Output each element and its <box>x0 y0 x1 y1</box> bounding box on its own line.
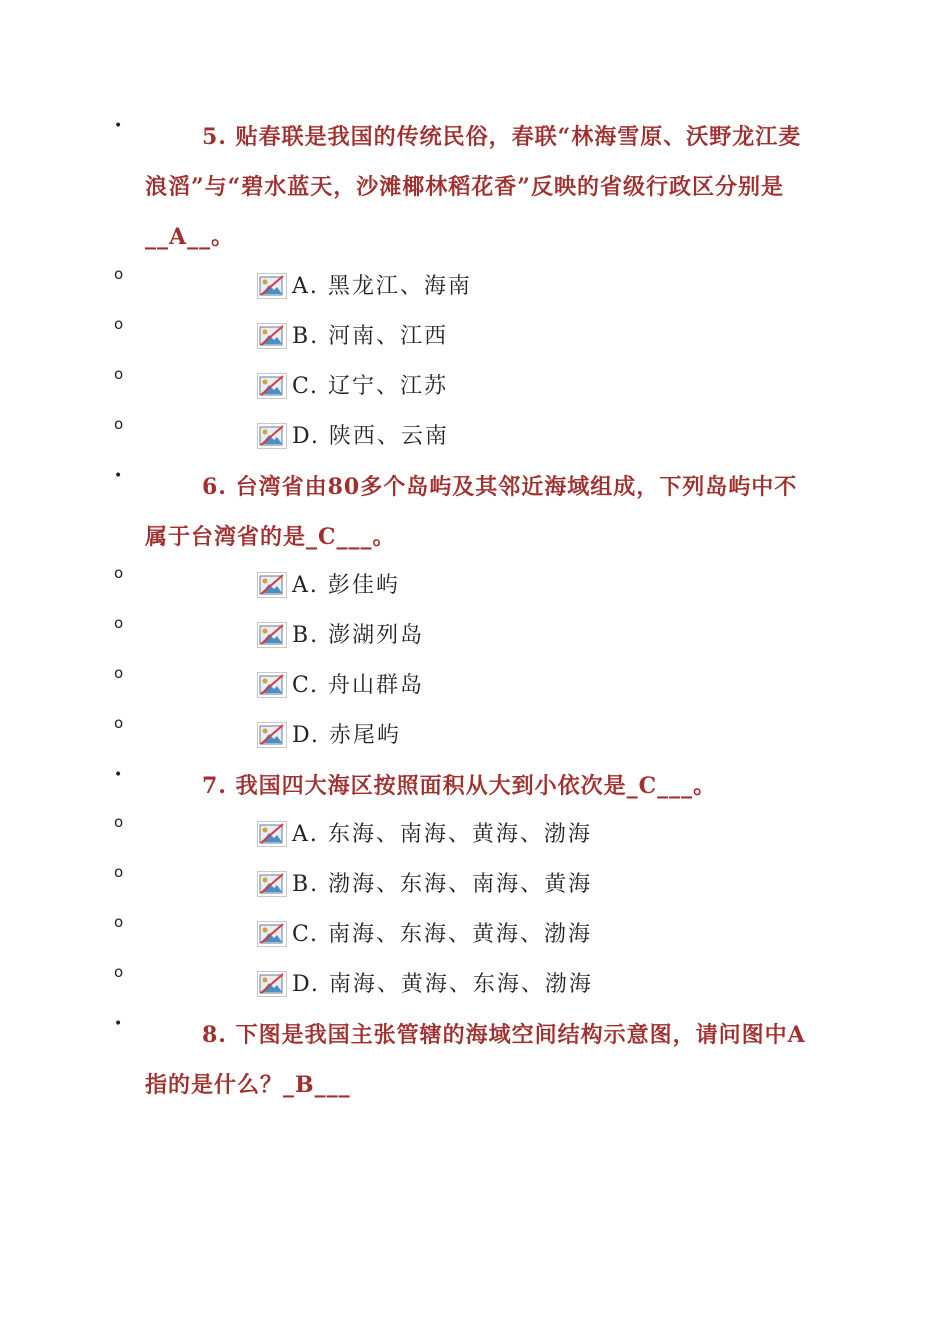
question-7 <box>145 761 810 811</box>
option-row[interactable] <box>0 860 950 910</box>
option-label: D. 南海、黄海、东海、渤海 <box>292 972 593 997</box>
sub-bullet: o <box>114 813 126 831</box>
option-label: A. 东海、南海、黄海、渤海 <box>292 822 592 847</box>
sub-bullet: o <box>114 365 126 383</box>
question-5 <box>145 112 810 262</box>
broken-image-icon[interactable] <box>257 971 287 997</box>
option-label: C. 辽宁、江苏 <box>292 374 449 399</box>
sub-bullet: o <box>114 614 126 632</box>
option-label: D. 陕西、云南 <box>292 424 449 449</box>
broken-image-icon[interactable] <box>257 373 287 399</box>
broken-image-icon[interactable] <box>257 672 287 698</box>
sub-bullet: o <box>114 913 126 931</box>
option-row[interactable] <box>0 810 950 860</box>
sub-bullet: o <box>114 714 126 732</box>
option-label: C. 舟山群岛 <box>292 673 425 698</box>
option-row[interactable] <box>0 561 950 611</box>
bullet: • <box>114 1016 123 1032</box>
question-6 <box>145 462 810 562</box>
sub-bullet: o <box>114 863 126 881</box>
sub-bullet: o <box>114 315 126 333</box>
broken-image-icon[interactable] <box>257 323 287 349</box>
sub-bullet: o <box>114 963 126 981</box>
broken-image-icon[interactable] <box>257 821 287 847</box>
broken-image-icon[interactable] <box>257 871 287 897</box>
broken-image-icon[interactable] <box>257 622 287 648</box>
option-row[interactable] <box>0 711 950 761</box>
option-label: B. 渤海、东海、南海、黄海 <box>292 872 593 897</box>
question-text: 8. 下图是我国主张管辖的海域空间结构示意图，请问图中A指的是什么？_B___ <box>145 1022 806 1098</box>
broken-image-icon[interactable] <box>257 572 287 598</box>
option-row[interactable] <box>0 611 950 661</box>
sub-bullet: o <box>114 564 126 582</box>
bullet: • <box>114 468 123 484</box>
option-row[interactable] <box>0 362 950 412</box>
option-row[interactable] <box>0 910 950 960</box>
broken-image-icon[interactable] <box>257 423 287 449</box>
broken-image-icon[interactable] <box>257 273 287 299</box>
broken-image-icon[interactable] <box>257 722 287 748</box>
sub-bullet: o <box>114 664 126 682</box>
broken-image-icon[interactable] <box>257 921 287 947</box>
option-row[interactable] <box>0 262 950 312</box>
option-label: B. 河南、江西 <box>292 324 449 349</box>
option-label: C. 南海、东海、黄海、渤海 <box>292 922 593 947</box>
option-label: A. 彭佳屿 <box>292 573 400 598</box>
option-label: D. 赤尾屿 <box>292 723 401 748</box>
sub-bullet: o <box>114 415 126 433</box>
option-label: A. 黑龙江、海南 <box>292 274 472 299</box>
question-8 <box>145 1010 810 1110</box>
option-row[interactable] <box>0 960 950 1010</box>
question-text: 6. 台湾省由80多个岛屿及其邻近海域组成，下列岛屿中不属于台湾省的是_C___。 <box>145 474 798 550</box>
question-text: 7. 我国四大海区按照面积从大到小依次是_C___。 <box>202 773 717 799</box>
option-row[interactable] <box>0 412 950 462</box>
question-text: 5. 贴春联是我国的传统民俗，春联“林海雪原、沃野龙江麦浪滔”与“碧水蓝天，沙滩椰林稻花香”反映的省级行政区分别是__A__。 <box>145 124 802 250</box>
option-label: B. 澎湖列岛 <box>292 623 425 648</box>
option-row[interactable] <box>0 312 950 362</box>
bullet: • <box>114 118 123 134</box>
bullet: • <box>114 767 123 783</box>
option-row[interactable] <box>0 661 950 711</box>
sub-bullet: o <box>114 265 126 283</box>
